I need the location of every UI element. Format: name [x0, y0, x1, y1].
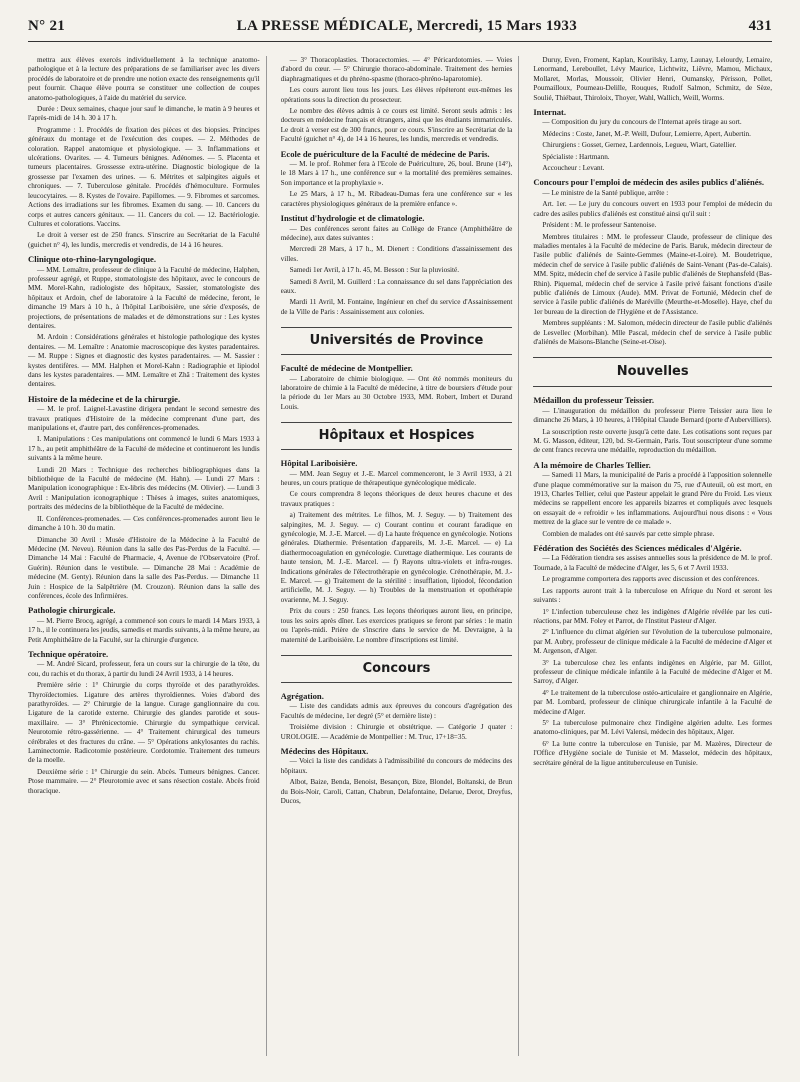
- section-heading: Médecins des Hôpitaux.: [280, 745, 369, 756]
- paragraph: — Composition du jury du concours de l'Internat après tirage au sort.: [542, 118, 742, 127]
- column-2: [281, 56, 520, 1056]
- section-band-concours: [281, 655, 513, 683]
- paragraph: — La Fédération tiendra ses assises annuelles sous la présidence de M. le prof. Tournade, à la Faculté de médecine d'Alger, les 5, 6 et 7 Avril 1933.: [533, 554, 772, 572]
- issue-number: N° 21: [28, 18, 66, 34]
- paragraph: Lundi 20 Mars : Technique des recherches bibliographiques dans la bibliothèque de la Faculté de médecine (M. Hahn). — Lundi 27 Mars : Manipulation iconographique : Ex-libris des médecins (M. Olivier). — Lundi 3 Avril : Manipulation iconographique : Thèses à images, suites anatomiques, portraits des médecins de la bibliothèque de la Faculté de médecine.: [28, 465, 260, 512]
- paragraph: — 3° Thoracoplasties. Thoracectomies. — 4° Péricardotomies. — Voies d'abord du cœur. — 5° Chirurgie thoraco-abdominale. Traitement des hernies diaphragmatiques et du phréno-spasme (thoraco-phréno-laparotomie).: [280, 56, 513, 83]
- band-title: Universités de Province: [309, 333, 484, 349]
- paragraph: Mardi 11 Avril, M. Fontaine, Ingénieur en chef du service d'Assainissement de la Ville de Paris : Assainissement aux colonies.: [280, 298, 513, 316]
- section-heading: Ecole de puériculture de la Faculté de médecine de Paris.: [280, 148, 490, 159]
- section-heading: Histoire de la médecine et de la chirurgie.: [28, 393, 181, 404]
- section-heading: Faculté de médecine de Montpellier.: [280, 363, 413, 374]
- paragraph: Les rapports auront trait à la tuberculose en Afrique du Nord et seront les suivants :: [533, 586, 772, 605]
- section-heading: Pathologie chirurgicale.: [28, 605, 116, 616]
- band-title: Nouvelles: [616, 364, 689, 380]
- paragraph: Albot, Baize, Benda, Benoist, Besançon, Bize, Blondel, Boltanski, de Brun du Bois-Noir, Caroli, Cattan, Chabrun, Delafontaine, Delarue, Derot, Dreyfus, Ducos,: [280, 778, 513, 805]
- paragraph: Combien de malades ont été sauvés par cette simple phrase.: [542, 529, 715, 538]
- paragraph: 6° La lutte contre la tuberculose en Tunisie, par M. Mazères, Directeur de l'Office d'Hygiène sociale de Tunisie et M. Masselot, médecin des hôpitaux, secrétaire général de la ligue antituberculeuse en Tunisie.: [533, 739, 772, 767]
- paragraph: — MM. Lemaître, professeur de clinique à la Faculté de médecine, Halphen, professeur agrégé, et Ruppe, stomatologiste des hôpitaux, avec le concours de MM. Morel-Kahn, radiologiste des hôpitaux, Sassier, stomatologiste des hôpitaux et Ardoin, chef de laboratoire à la Faculté de médecine, feront, le dimanche 19 Mars à 10 h., à l'hôpital Lariboisière, une série d'exposés, de projections, de présentations de malades et de démonstrations sur : Les kystes dentaires.: [28, 265, 260, 330]
- paragraph: Dimanche 30 Avril : Musée d'Histoire de la Médecine à la Faculté de Médecine (M. Neveu). Réunion dans la salle des Pas-Perdus de la Faculté. — Dimanche 14 Mai : Faculté de Pharmacie, 4, Avenue de l'Observatoire (Prof. Guérin). Réunion dans le vestibule. — Dimanche 28 Mai : Académie de médecine (M. Genty). Réunion dans la salle des Pas-Perdus. — Dimanche 11 Juin : Hospice de la Salpêtrière (M. Crouzon). Réunion dans la salle des conférences, école des Infirmières.: [28, 535, 260, 600]
- paragraph: Le programme comportera des rapports avec discussion et des conférences.: [542, 575, 760, 584]
- paragraph: — Des conférences seront faites au Collège de France (Amphithéâtre de médecine), aux dates suivantes :: [280, 224, 513, 242]
- header-rule: [28, 41, 772, 42]
- paragraph: Accoucheur : Levant.: [542, 164, 605, 173]
- paragraph: I. Manipulations : Ces manipulations ont commencé le lundi 6 Mars 1933 à 17 h., au petit amphithéâtre de la Faculté de médecine et continueront les lundis suivants à la même heure.: [28, 435, 260, 463]
- section-heading: A la mémoire de Charles Tellier.: [533, 459, 651, 470]
- paragraph: — Voici la liste des candidats à l'admissibilité du concours de médecins des hôpitaux.: [280, 757, 513, 775]
- column-1: [28, 56, 267, 1056]
- paragraph: a) Traitement des métrites. Le filhos, M. J. Seguy. — b) Traitement des salpingites, M. J. Seguy. — c) Courant continu et courant faradique en gynécologie, M. J.-E. Marcel. — d) La haute fréquence en gynécologie. Notions générales. Diathermie. Présentation d'appareils, M. J.-E. Marcel. — e) La diathermocoagulation en gynécologie. Curettage diathermique. Les courants de haute tension, M. J.-E. Marcel. — f) Rayons ultra-violets et infra-rouges. Indications générales de l'électrothérapie en gynécologie. Crénothérapie, M. J.-E. Marcel. — g) Traitement de la stérilité : insufflation, lipiodol, fécondation artificielle, M. J. Seguy. — h) Troubles de la menstruation et opothérapie ovarienne, M. J. Seguy.: [280, 511, 513, 604]
- paragraph: — Samedi 11 Mars, la municipalité de Paris a procédé à l'apposition solennelle d'une plaque commémorative sur la maison du 75, rue d'Auteuil, où est mort, en 1913, Charles Tellier, celui que Pasteur appelait le grand Père du Froid. Les vieux médecins se rappellent encore les appareils bizarres et compliqués avec lesquels on essayait de « refroidir » les inflammations. Aujourd'hui nous disons : « Vous mettrez de la glace sur le ventre de ce malade ».: [533, 471, 772, 527]
- paragraph: II. Conférences-promenades. — Ces conférences-promenades auront lieu le dimanche à 10 h. 30 du matin.: [28, 514, 260, 533]
- section-heading: Concours pour l'emploi de médecin des asiles publics d'aliénés.: [533, 177, 765, 188]
- paragraph: — Le ministre de la Santé publique, arrête :: [542, 188, 669, 197]
- paragraph: Chirurgiens : Gosset, Gernez, Lardennois, Legueu, Wiart, Gatellier.: [542, 141, 737, 150]
- paragraph: 2° L'influence du climat algérien sur l'évolution de la tuberculose pulmonaire, par M. Aubry, professeur de clinique médicale à la Faculté de médecine d'Alger et M. Argenson, d'Alger.: [533, 628, 772, 656]
- section-heading: Internat.: [533, 107, 567, 118]
- paragraph: — M. le prof. Rohmer fera à l'Ecole de Puériculture, 26, boul. Brune (14°), le 18 Mars à 17 h., une conférence sur « la mortalité des premières semaines. Son importance et la prophylaxie ».: [280, 160, 513, 187]
- column-3: [533, 56, 772, 1056]
- paragraph: — Laboratoire de chimie biologique. — Ont été nommés moniteurs du laboratoire de chimie à la Faculté de médecine, à titre de boursiers d'étude pour la période du 1er Mars au 30 Octobre 1933, MM. Robert, Imbert et Durand Louis.: [280, 374, 513, 411]
- paragraph: — L'inauguration du médaillon du professeur Pierre Teissier aura lieu le dimanche 26 Mars, à 10 heures, à l'Hôpital Claude Bernard (porte d'Aubervilliers).: [533, 406, 772, 425]
- paragraph: Samedi 8 Avril, M. Guillerd : La connaissance du sel dans l'appréciation des eaux.: [280, 277, 513, 295]
- band-title: Concours: [362, 660, 431, 676]
- page-header: [28, 18, 772, 35]
- section-band-hopitaux: [281, 422, 513, 450]
- paragraph: Les cours auront lieu tous les jours. Les élèves répéteront eux-mêmes les opérations sous la direction du prosecteur.: [280, 86, 513, 104]
- paragraph: Art. 1er. — Le jury du concours ouvert en 1933 pour l'emploi de médecin du cadre des asiles publics d'aliénés est constitué ainsi qu'il suit :: [533, 200, 772, 218]
- section-heading: Technique opératoire.: [28, 648, 109, 659]
- paragraph: — M. André Sicard, professeur, fera un cours sur la chirurgie de la tête, du cou, du rachis et du thorax, à partir du lundi 24 Avril 1933, à 14 heures.: [28, 660, 260, 678]
- paragraph: Prix du cours : 250 francs. Les leçons théoriques auront lieu, en principe, tous les soirs après dîner. Les exercices pratiques se feront par séries : le matin ou l'après-midi. Prière de s'inscrire dans le service de M. Devraigne, à la maternité de Lariboisière. Le nombre d'inscriptions est limité.: [280, 607, 513, 644]
- paragraph: Membres suppléants : M. Salomon, médecin directeur de l'asile public d'aliénés de Lesvellec (Morbihan). Mlle Pascal, médecin chef de service à l'asile public d'aliénés de Maisons-Blanche (Seine-et-Oise).: [533, 319, 772, 346]
- paragraph: Membres titulaires : MM. le professeur Claude, professeur de clinique des maladies mentales à la Faculté de médecine de Paris. Baruk, médecin directeur de l'asile public d'aliénés de Sainte-Gemmes (Maine-et-Loire). M. Boudetrique, médecin chef de service à l'asile public d'aliénés de Saint-Venant (Pas-de-Calais). MM. Spitz, médecin chef de service à l'asile public d'aliénés de Stephansfeld (Bas-Rhin). Piquemal, médecin chef de service à l'asile privé faisant fonctions d'asile public d'aliénés de Limoux (Aude). MM. Privat de Fortunié, Médecin chef de service à l'asile public d'aliénés de Maréville (Meurthe-et-Moselle). Haye, chef du 1er bureau de la direction de l'Hygiène et de l'Assistance.: [533, 232, 772, 316]
- paragraph: — M. le prof. Laignel-Lavastine dirigera pendant le second semestre des travaux pratiques d'Histoire de la médecine comprenant d'une part, des manipulations et, d'autre part, des conférences-promenades.: [28, 405, 260, 433]
- paragraph: Le droit à verser est de 250 francs. S'inscrire au Secrétariat de la Faculté (guichet n° 4), les lundis, mercredis et vendredis, de 14 à 16 heures.: [28, 231, 260, 249]
- paragraph: Président : M. le professeur Santenoise.: [542, 221, 657, 230]
- section-band-nouvelles: [533, 357, 772, 387]
- paragraph: Duruy, Even, Froment, Kaplan, Kourilsky, Lamy, Launay, Lelourdy, Lemaire, Lenormand, Lereboullet, Lévy Maurice, Lichtwitz, Liêvre, Mamou, Michaux, Mollaret, Morlas, Moussoir, Olivier Henri, Oumansky, Périsson, Pollet, Poumailloux, Poumeau-Delille, Rouques, Rudolf Salmon, Schmitz, de Sèze, Soulié, Thiébaut, Thiroloix, Thoyer, Wahl, Wallich, Weill, Worms.: [533, 56, 772, 102]
- paragraph: Ce cours comprendra 8 leçons théoriques de deux heures chacune et des travaux pratiques :: [280, 490, 513, 508]
- paragraph: 3° La tuberculose chez les enfants indigènes en Algérie, par M. Gillot, professeur de clinique médicale infantile à la Faculté de médecine d'Alger et M. Sarroy, d'Alger.: [533, 658, 772, 686]
- paragraph: 5° La tuberculose pulmonaire chez l'indigène algérien adulte. Les formes anatomo-cliniques, par M. Lévi Valensi, médecin des hôpitaux, Alger.: [533, 718, 772, 737]
- masthead-date: LA PRESSE MÉDICALE, Mercredi, 15 Mars 1933: [236, 18, 578, 34]
- paragraph: La souscription reste ouverte jusqu'à cette date. Les cotisations sont reçues par M. G. Masson, éditeur, 120, bd. St-Germain, Paris. Tout souscripteur d'une somme de cent francs recevra une médaille, reproduction du médaillon.: [533, 427, 772, 455]
- section-heading: Institut d'hydrologie et de climatologie.: [280, 213, 425, 224]
- paragraph: Troisième division : Chirurgie et obstétrique. — Catégorie J quater : UROLOGIE. — Académie de Montpellier : M. Truc, 17+18=35.: [280, 723, 513, 741]
- paragraph: 1° L'infection tuberculeuse chez les indigènes d'Algérie révélée par les cuti-réactions, par MM. Foley et Parrot, de l'Institut Pasteur d'Alger.: [533, 607, 772, 625]
- paragraph: Durée : Deux semaines, chaque jour sauf le dimanche, le matin à 9 heures et l'après-midi de 14 h. 30 à 17 h.: [28, 105, 260, 123]
- paragraph: Mercredi 28 Mars, à 17 h., M. Dienert : Conditions d'assainissement des villes.: [280, 245, 513, 263]
- paragraph: Première série : 1° Chirurgie du corps thyroïde et des parathyroïdes. Thyroïdectomies. Ligature des artères thyroïdiennes. Voies d'abord des parathyroïdes. — 2° Chirurgie de la langue. Curage ganglionnaire du cou. Ligature de la carotide externe. Chirurgie des glandes parotide et sous-maxillaire. — 3° Phrénicectomie. Chirurgie du sympathique cervical. Neurotomie rétro-gassérienne. — 4° Traitement chirurgical des tumeurs cérébrales et des fractures du crâne. — 5° Opérations ankylosantes du rachis. Laminectomie. Radicotomie postérieure. Cordotomie. Traitement des tumeurs de la moelle.: [28, 681, 260, 765]
- paragraph: Samedi 1er Avril, à 17 h. 45, M. Besson : Sur la pluviosité.: [289, 266, 460, 275]
- section-band-universites: [281, 327, 513, 355]
- section-heading: Agrégation.: [280, 690, 324, 701]
- paragraph: — MM. Jean Seguy et J.-E. Marcel commenceront, le 3 Avril 1933, à 21 heures, un cours pratique de thérapeutique gynécologique médicale.: [280, 469, 513, 487]
- paragraph: Le 25 Mars, à 17 h., M. Ribadeau-Dumas fera une conférence sur « les caractères physiologiques généraux de la première enfance ».: [280, 190, 513, 208]
- section-heading: Médaillon du professeur Teissier.: [533, 395, 654, 406]
- paragraph: mettra aux élèves exercés individuellement à la technique anatomo-pathologique et à la lecture des préparations de se familiariser avec les divers procédés de laboratoire et de prendre une notion exacte des renseignements qu'il peut fournir. Chaque élève pourra se constituer une collection de coupes anatomo-pathologiques, à l'aide du matériel du service.: [28, 56, 260, 102]
- paragraph: Programme : 1. Procédés de fixation des pièces et des biopsies. Principes généraux du montage et de l'exécution des coupes. — 2. Méthodes de coloration. Rappel anatomique et physiologique. — 3. Inflammations et ulcérations. Ovarites. — 4. Tumeurs bénignes. Adénomes. — 5. Placenta et tumeurs placentaires. Grossesse extra-utérine. Diagnostic biologique de la grossesse par l'examen des urines. — 6. Métrites et salpingites aiguës et chroniques. — 7. Tuberculose génitale. Procédés d'hémoculture. Formules leucocytaires. — 8. Kystes de l'ovaire. Papillomes. — 9. Fibromes et sarcomes. Actions des irradiations sur les fibromes. Examen du sang. — 10. Cancers du corps et autres cancers génitaux. — 11. Cancers du col. — 12. Bactériologie. Cultures et colorations. Vaccins.: [28, 125, 260, 228]
- paragraph: Deuxième série : 1° Chirurgie du sein. Abcès. Tumeurs bénignes. Cancer. Ptose mammaire. — 2° Pleurotomie avec et sans résection costale. Abcès froid thoracique.: [28, 767, 260, 795]
- paragraph: M. Ardoin : Considérations générales et histologie pathologique des kystes dentaires. — M. Lemaître : Anatomie macroscopique des kystes paradentaires. — M. Ruppe : Signes et diagnostic des kystes paradentaires. — M. Sassier : kystes dentifères. — MM. Halphen et Morel-Kahn : Radiographie et lipiodol dans les kystes paradentaires. — MM. Lemaître et Zhā : Traitement des kystes dentaires.: [28, 333, 260, 389]
- paragraph: Le nombre des élèves admis à ce cours est limité. Seront seuls admis : les docteurs en médecine français et étrangers, ainsi que les étudiants immatriculés. Le droit à verser est de 300 francs, pour ce cours. S'inscrire au Secrétariat de la Faculté (guichet n° 4), de 14 à 16 heures, les lundis, mercredis et vendredis.: [280, 107, 513, 144]
- paragraph: — M. Pierre Brocq, agrégé, a commencé son cours le mardi 14 Mars 1933, à 17 h., il le continuera les jeudis, samedis et mardis suivants, à la même heure, au Petit Amphithéâtre de la Faculté, sur la chirurgie d'urgence.: [28, 616, 260, 644]
- paragraph: 4° Le traitement de la tuberculose ostéo-articulaire et ganglionnaire en Algérie, par M. Lombard, professeur de clinique chirurgicale infantile à la Faculté de médecine d'Alger.: [533, 688, 772, 716]
- paragraph: — Liste des candidats admis aux épreuves du concours d'agrégation des Facultés de médecine, 1er degré (5° et dernière liste) :: [280, 702, 513, 720]
- paragraph: Médecins : Coste, Janet, M.-P. Weill, Dufour, Lemierre, Apert, Aubertin.: [542, 129, 751, 138]
- paragraph: Spécialiste : Hartmann.: [542, 152, 610, 161]
- columns: [28, 56, 772, 1056]
- band-title: Hôpitaux et Hospices: [318, 428, 475, 444]
- page-number: 431: [748, 18, 772, 34]
- section-heading: Hôpital Lariboisière.: [280, 458, 358, 469]
- section-heading: Fédération des Sociétés des Sciences médicales d'Algérie.: [533, 543, 742, 554]
- section-heading: Clinique oto-rhino-laryngologique.: [28, 254, 156, 265]
